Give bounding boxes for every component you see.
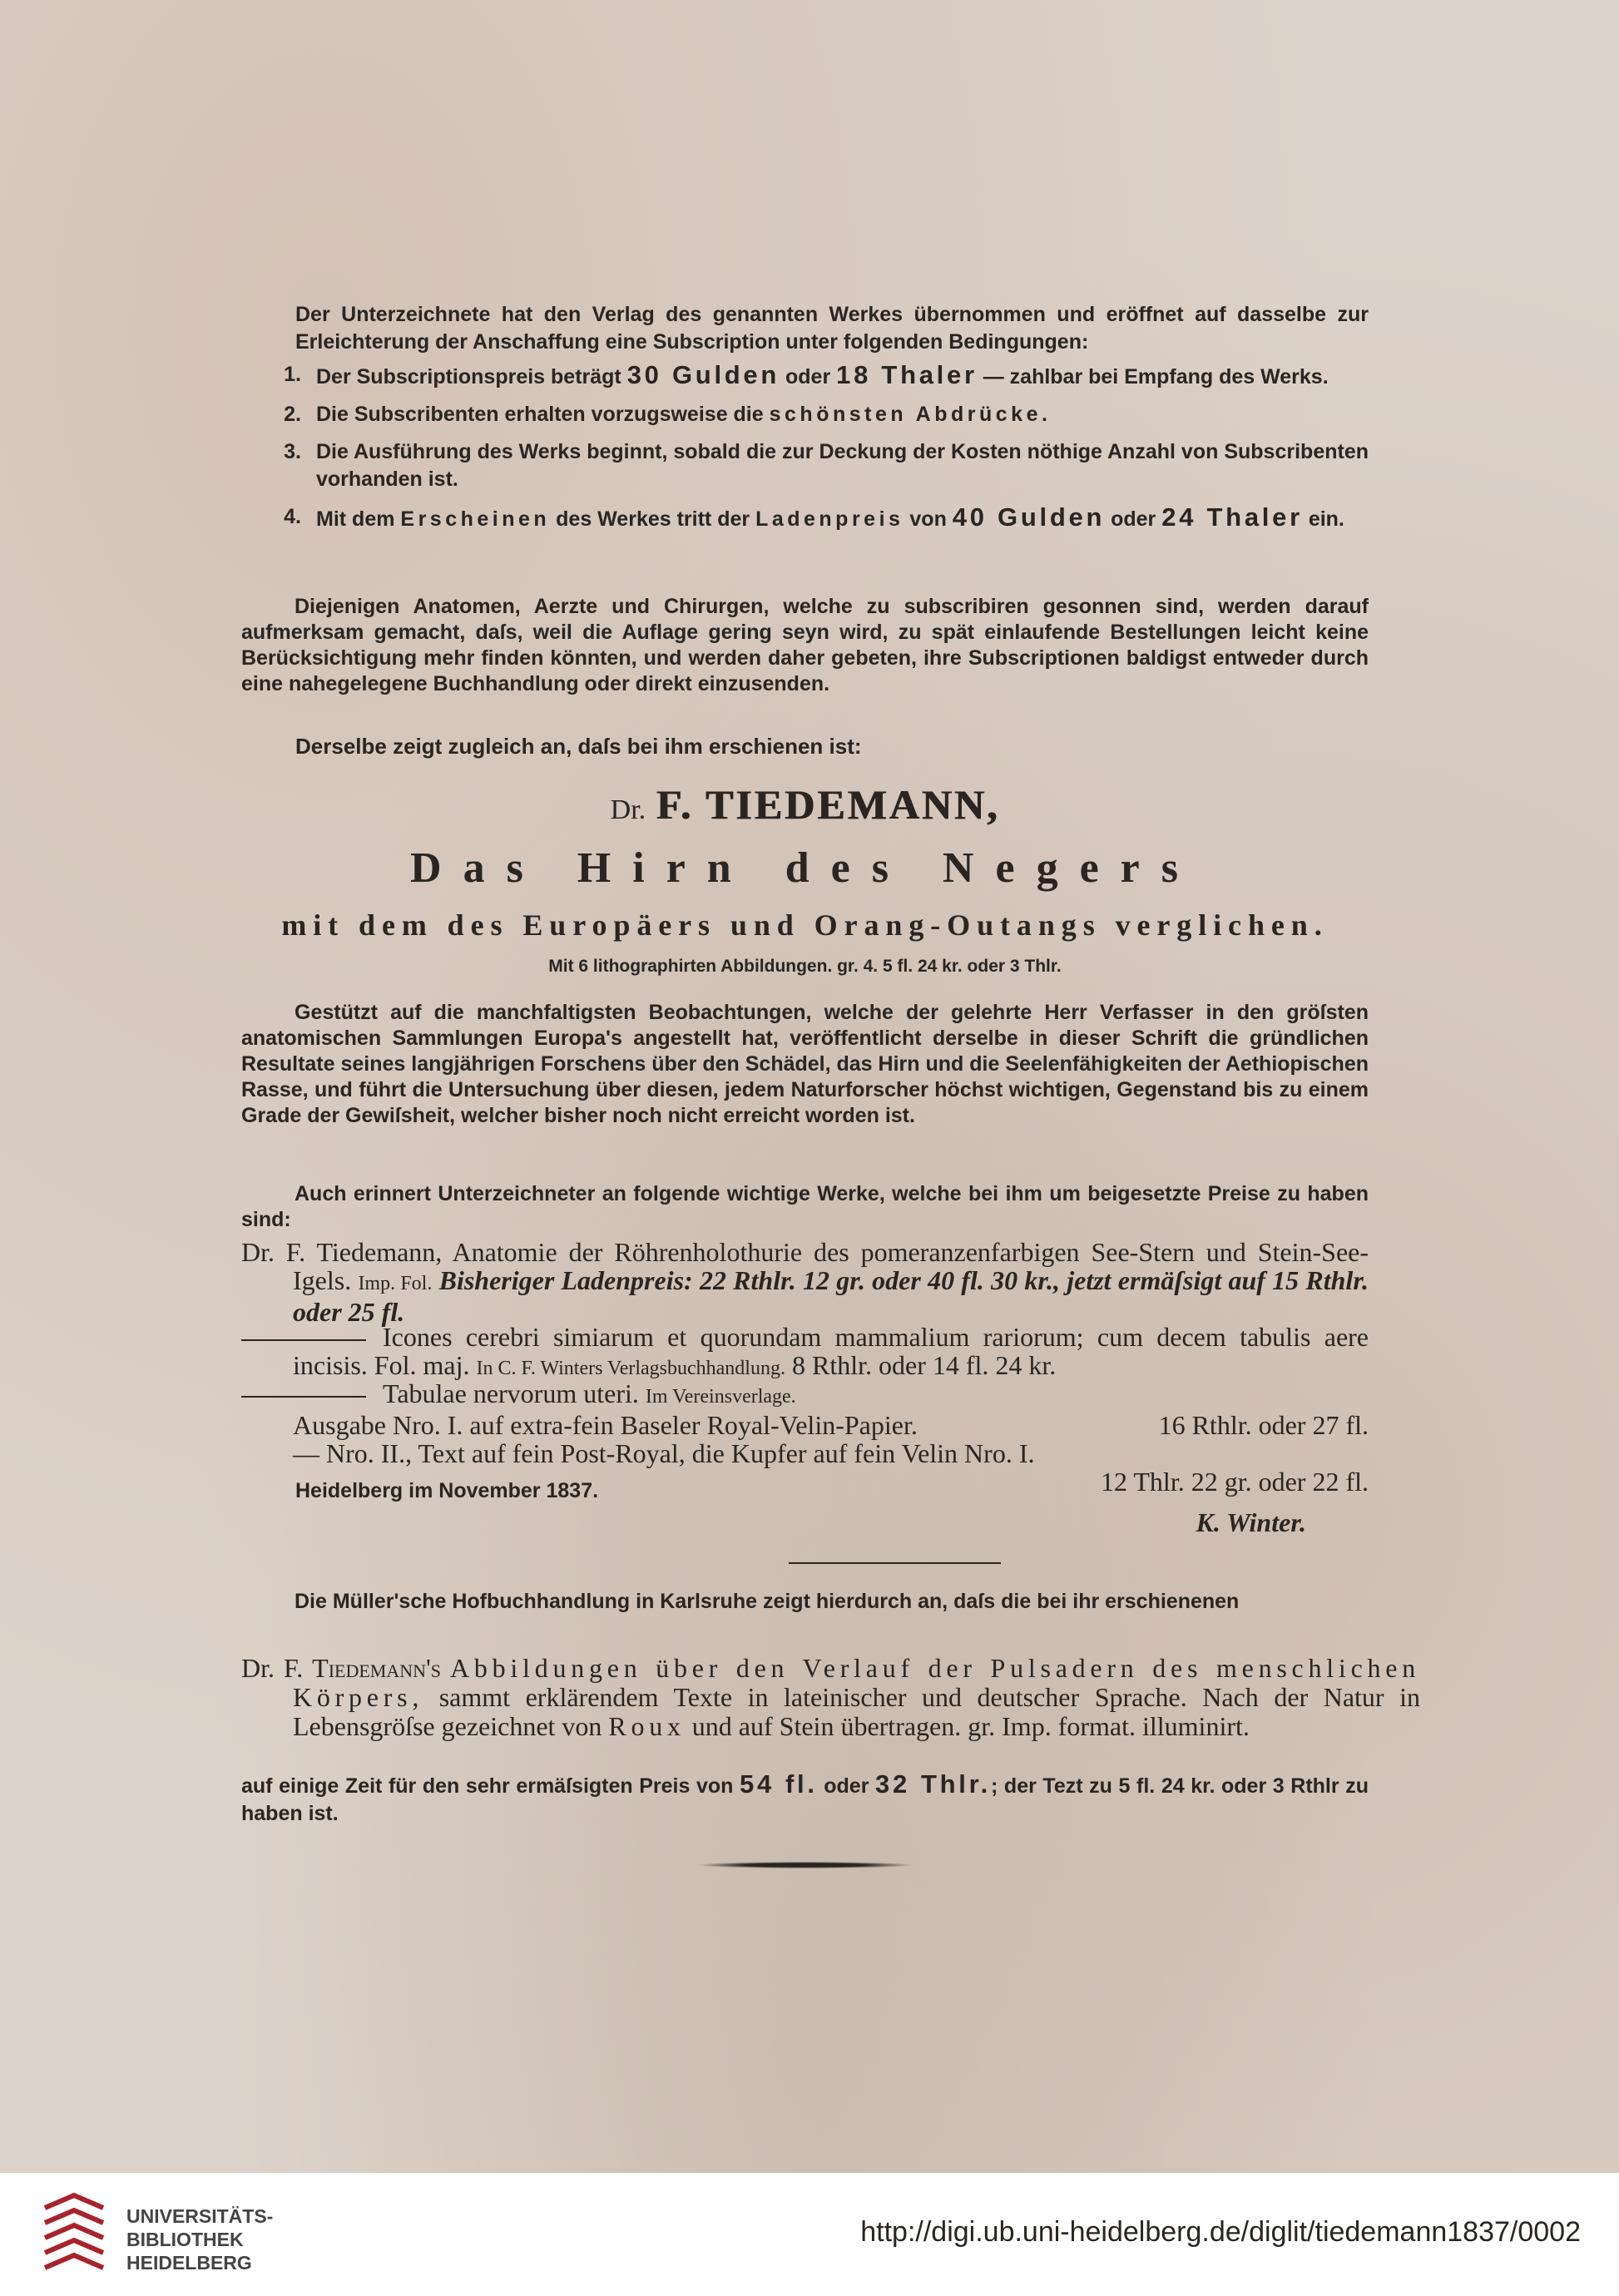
library-footer: [0, 2173, 1619, 2296]
condition-text: oder: [1111, 507, 1156, 531]
price-gulden: 40 Gulden: [952, 502, 1106, 532]
edition-1: Ausgabe Nro. I. auf extra-fein Baseler Royal-Velin-Papier.: [293, 1410, 918, 1440]
offer-text: oder: [824, 1774, 869, 1798]
library-logo-icon: [37, 2191, 111, 2274]
ditto-rule: [241, 1339, 366, 1341]
work-format: Imp. Fol.: [358, 1273, 433, 1294]
offer-price-thlr: 32 Thlr.: [875, 1769, 991, 1799]
book-title: Das Hirn des Negers: [410, 844, 1200, 892]
logo-line: HEIDELBERG: [126, 2252, 252, 2274]
mueller-paragraph: Die Müller'sche Hofbuchhandlung in Karlsruhe zeigt hierdurch an, daſs die bei ihr erschienenen: [295, 1590, 1240, 1613]
work-publisher: Im Vereinsverlage.: [645, 1386, 796, 1408]
work-entry-2: [241, 1323, 1369, 1383]
author-name: F. TIEDEMANN,: [656, 781, 1000, 828]
edition-2: — Nro. II., Text auf fein Post-Royal, die Kupfer auf fein Velin Nro. I.: [293, 1438, 1035, 1468]
book-subtitle: mit dem des Europäers und Orang-Outangs verglichen.: [281, 908, 1329, 942]
condition-number: 3.: [284, 440, 301, 463]
price-thaler: 24 Thaler: [1161, 502, 1303, 532]
condition-3: [266, 438, 1369, 493]
offer-price-fl: 54 fl.: [740, 1769, 818, 1799]
notice-paragraph: Diejenigen Anatomen, Aerzte und Chirurgen, welche zu subscribiren gesonnen sind, werden darauf aufmerksam gemacht, daſs, weil die Auflage gering seyn wird, zu spät einlaufende Bestellungen leicht keine Berücksichtigung mehr finden könnten, und werden daher gebeten, ihre Subscriptionen baldigst entweder durch eine nahegelegene Buchhandlung oder direkt einzusenden.: [241, 595, 1369, 695]
work-publisher: In C. F. Winters Verlagsbuchhandlung.: [476, 1358, 785, 1379]
mueller-work-artist: Roux: [608, 1711, 686, 1741]
mueller-work: [241, 1654, 1420, 1741]
condition-text: Der Subscriptionspreis beträgt: [316, 365, 621, 388]
edition-2-price: 12 Thlr. 22 gr. oder 22 fl.: [1100, 1467, 1369, 1497]
condition-text: — zahlbar bei Empfang des Werks.: [983, 365, 1329, 388]
signature: K. Winter.: [1196, 1507, 1306, 1537]
work-price: Bisheriger Ladenpreis: 22 Rthlr. 12 gr. oder 40 fl. 30 kr., jetzt ermäſsigt auf 15 Rthlr. oder 25 fl.: [293, 1265, 1369, 1327]
condition-1: [266, 361, 1369, 391]
library-logo-text: [126, 2204, 273, 2274]
condition-text: oder: [785, 365, 831, 388]
permalink-url[interactable]: http://digi.ub.uni-heidelberg.de/diglit/tiedemann1837/0002: [860, 2216, 1581, 2248]
description-paragraph: Gestützt auf die manchfaltigsten Beobachtungen, welche der gelehrte Herr Verfasser in den gröſsten anatomischen Sammlungen Europa's angestellt hat, veröffentlicht derselbe in dieser Schrift die gründlichen Resultate seines langjährigen Forschens über den Schädel, das Hirn und die Seelenfähigkeiten der Aethiopischen Rasse, und führt die Untersuchung über diesen, jedem Naturforscher höchst wichtigen, Gegenstand bis zu einem Grade der Gewiſsheit, welcher bisher noch nicht erreicht worden ist.: [241, 1001, 1369, 1127]
logo-line: BIBLIOTHEK: [126, 2229, 244, 2250]
work-price: 8 Rthlr. oder 14 fl. 24 kr.: [791, 1350, 1057, 1380]
author-title: Dr.: [610, 794, 646, 825]
conditions-list: [266, 359, 1369, 533]
condition-4: [266, 503, 1369, 533]
condition-text: Mit dem: [316, 507, 395, 531]
mueller-work-author: Dr. F.: [241, 1653, 304, 1683]
condition-number: 1.: [284, 363, 301, 386]
intro-paragraph: Der Unterzeichnete hat den Verlag des genannten Werkes übernommen und eröffnet auf dasselbe zur Erleichterung der Anschaffung eine Subscription unter folgenden Bedingungen:: [295, 303, 1369, 354]
announce-line: Derselbe zeigt zugleich an, daſs bei ihm erschienen ist:: [295, 734, 862, 759]
condition-2: [266, 401, 1369, 428]
book-pubinfo: Mit 6 lithographirten Abbildungen. gr. 4. 5 fl. 24 kr. oder 3 Thlr.: [548, 957, 1062, 976]
condition-text: von: [909, 507, 947, 531]
condition-text: des Werkes tritt der: [556, 507, 750, 531]
work-title: Dr. F. Tiedemann, Anatomie der Röhrenholothurie des pomeranzenfarbigen See-Stern und Stein-See-Igels.: [241, 1237, 1369, 1295]
offer-paragraph: [241, 1770, 1369, 1828]
logo-line: UNIVERSITÄTS-: [126, 2205, 274, 2227]
ditto-rule: [241, 1396, 366, 1398]
condition-text: ein.: [1308, 507, 1344, 531]
mueller-work-name: Tiedemann's: [312, 1653, 442, 1683]
closing-rule: [699, 1862, 911, 1868]
separator-rule: [789, 1562, 1001, 1564]
condition-emphasis: schönsten Abdrücke.: [769, 403, 1052, 426]
price-gulden: 30 Gulden: [626, 360, 780, 389]
recommend-paragraph: Auch erinnert Unterzeichneter an folgende wichtige Werke, welche bei ihm um beigesetzte Preise zu haben sind:: [241, 1182, 1369, 1231]
place-date: Heidelberg im November 1837.: [295, 1479, 599, 1502]
edition-1-price: 16 Rthlr. oder 27 fl.: [1158, 1410, 1369, 1440]
work-title: Tabulae nervorum uteri.: [383, 1378, 639, 1408]
condition-text: Die Subscribenten erhalten vorzugsweise die: [316, 403, 764, 426]
book-author: [241, 778, 1369, 837]
condition-emphasis: Ladenpreis: [755, 507, 904, 531]
offer-text: ; der Tezt zu 5 fl. 24 kr. oder 3 Rthlr zu haben ist.: [241, 1774, 1369, 1825]
condition-number: 4.: [284, 505, 301, 528]
work-title: Icones cerebri simiarum et quorundam mammalium rariorum; cum decem tabulis aere incisis. Fol. maj.: [293, 1322, 1369, 1380]
work-entry-1: [241, 1238, 1369, 1326]
offer-text: auf einige Zeit für den sehr ermäſsigten Preis von: [241, 1774, 734, 1798]
condition-emphasis: Erscheinen: [400, 507, 551, 531]
price-thaler: 18 Thaler: [836, 360, 978, 389]
condition-text: Die Ausführung des Werks beginnt, sobald die zur Deckung der Kosten nöthige Anzahl von Subscribenten vorhanden ist.: [316, 440, 1369, 491]
mueller-work-text: und auf Stein übertragen. gr. Imp. format. illuminirt.: [691, 1711, 1250, 1741]
condition-number: 2.: [284, 403, 301, 426]
mueller-work-text: sammt erklärendem Texte in lateinischer und deutscher Sprache. Nach der Natur in Lebensgröſse gezeichnet von: [293, 1682, 1421, 1741]
mueller-work-title: Abbildungen über den Verlauf der Pulsadern des menschlichen Körpers,: [293, 1653, 1421, 1712]
